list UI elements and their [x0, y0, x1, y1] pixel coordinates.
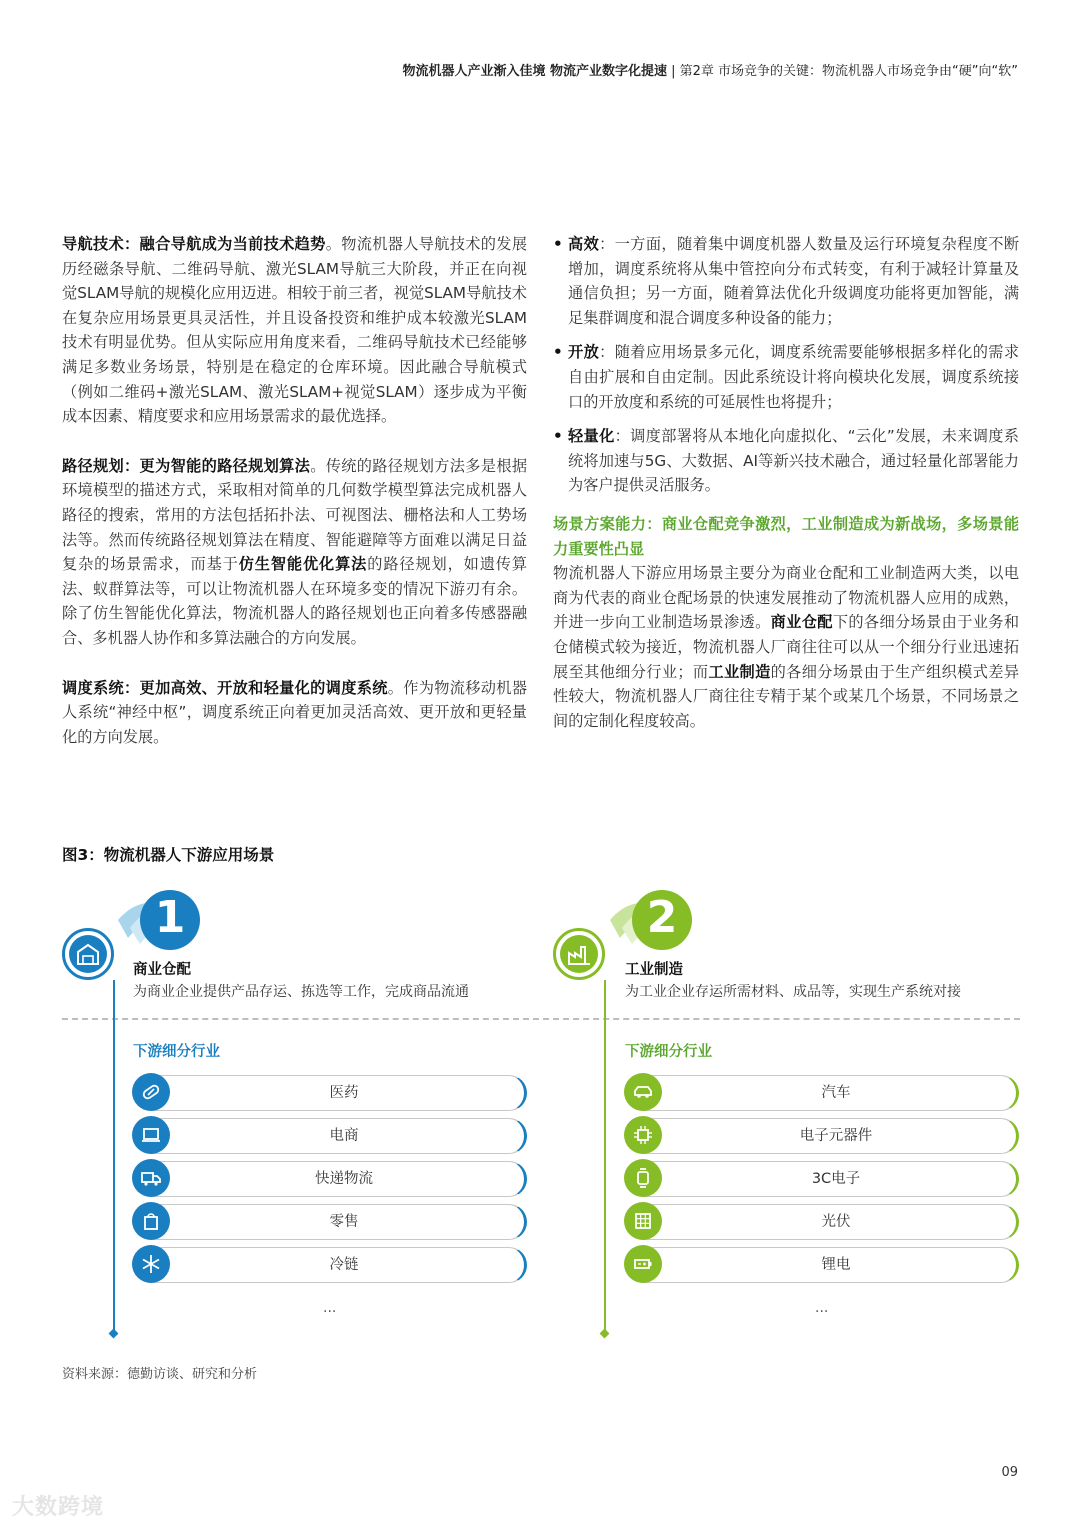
bullet-body: ：随着应用场景多元化，调度系统需要能够根据多样化的需求自由扩展和自由定制。因此系统设计将向模块化发展，调度系统接口的开放度和系统的可延展性也将提升；: [568, 343, 1020, 411]
header-chapter: 第2章 市场竞争的关键：物流机器人市场竞争由“硬”向“软”: [679, 64, 1018, 79]
solar-panel-icon: [624, 1202, 662, 1240]
shopping-bag-icon: [132, 1202, 170, 1240]
scene-body-1: 物流机器人下游应用场景主要分为商业仓配和工业制造两大类，以电商为代表的商业仓配场景的快速发展推动了物流机器人应用的成熟，并进一步向工业制造场景渗透。: [553, 564, 1019, 632]
scene-bold-2: 工业制造: [708, 662, 771, 681]
bullet-open: [553, 340, 1019, 414]
scene-body-3: 的各细分场景由于生产组织模式差异性较大，物流机器人厂商往往专精于某个或某几个场景，不同场景之间的定制化程度较高。: [553, 662, 1020, 730]
industry-item-pharma: [133, 1075, 527, 1111]
warehouse-icon: [62, 928, 114, 980]
industry-item-pv: [625, 1204, 1019, 1240]
bullet-dot: •: [553, 427, 563, 446]
figure-title: 图3：物流机器人下游应用场景: [62, 846, 275, 864]
bullet-heading: 高效: [568, 235, 600, 253]
path-body-1: 。传统的路径规划方法多是根据环境模型的描述方式，采取相对简单的几何数学模型算法完成机器人路径的搜索，常用的方法包括拓扑法、可视图法、栅格法和人工势场法等。然而传统路径规划算法在精度、智能避障等方面难以满足日益复杂的场景需求，而基于: [62, 456, 528, 574]
bullet-dot: •: [553, 235, 563, 253]
source-note: 资料来源：德勤访谈、研究和分析: [62, 1367, 258, 1382]
figure-divider: [62, 1018, 1020, 1020]
left-connector-line: [113, 980, 115, 1332]
industry-label: 快递物流: [315, 1171, 373, 1187]
scene-bold-1: 商业仓配: [770, 613, 833, 632]
nav-heading: 导航技术：融合导航成为当前技术趋势: [62, 235, 326, 253]
industry-label: 冷链: [329, 1257, 359, 1273]
laptop-icon: [132, 1116, 170, 1154]
bullet-lightweight: [553, 424, 1019, 498]
left-section-desc: 为商业企业提供产品存运、拣选等工作，完成商品流通: [133, 984, 469, 1000]
bullet-body: ：调度部署将从本地化向虚拟化、“云化”发展，未来调度系统将加速与5G、大数据、AI等新兴技术融合，通过轻量化部署能力为客户提供灵活服务。: [568, 427, 1019, 495]
page-number: 09: [1001, 1465, 1018, 1480]
industry-label: 电子元器件: [799, 1128, 873, 1144]
dispatch-paragraph: [62, 676, 527, 750]
header-report-title: 物流机器人产业渐入佳境 物流产业数字化提速: [402, 64, 667, 79]
nav-paragraph: [62, 232, 527, 429]
dispatch-heading: 调度系统：更加高效、开放和轻量化的调度系统: [62, 678, 388, 697]
dispatch-body: 。作为物流移动机器人系统“神经中枢”，调度系统正向着更加灵活高效、更开放和更轻量化的方向发展。: [62, 678, 528, 746]
battery-icon: [624, 1245, 662, 1283]
header-separator: |: [667, 64, 680, 79]
truck-icon: [132, 1159, 170, 1197]
right-connector-end: [600, 1329, 610, 1339]
path-heading: 路径规划：更为智能的路径规划算法: [62, 456, 311, 475]
watermark: 大数跨境: [12, 1495, 105, 1520]
pill-icon: [132, 1073, 170, 1111]
nav-body: 。物流机器人导航技术的发展历经磁条导航、二维码导航、激光SLAM导航三大阶段，并正在向视觉SLAM导航的规模化应用迈进。相较于前三者，视觉SLAM导航技术在复杂应用场景更具灵活性，并且设备投资和维护成本较激光SLAM技术有明显优势。但从实际应用角度来看，二维码导航技术已经能够满足多数业务场景，特别是在稳定的仓库环境。因此融合导航模式（例如二维码+激光SLAM、激光SLAM+视觉SLAM）逐步成为平衡成本因素、精度要求和应用场景需求的最优选择。: [62, 235, 528, 426]
industry-item-cold-chain: [133, 1247, 527, 1283]
right-text-column: [553, 232, 1019, 733]
right-number: 2: [646, 892, 678, 943]
left-more-ellipsis: ...: [323, 1300, 337, 1316]
left-text-column: [62, 232, 527, 749]
factory-icon: [553, 928, 605, 980]
industry-item-ecommerce: [133, 1118, 527, 1154]
right-connector-line: [604, 980, 606, 1332]
right-section-desc: 为工业企业存运所需材料、成品等，实现生产系统对接: [625, 984, 961, 1000]
right-sub-heading: 下游细分行业: [625, 1044, 712, 1060]
running-header: [402, 60, 1018, 79]
smartwatch-icon: [624, 1159, 662, 1197]
industry-label: 汽车: [821, 1085, 851, 1101]
snowflake-icon: [132, 1245, 170, 1283]
bullet-heading: 轻量化: [568, 427, 615, 446]
industry-item-express: [133, 1161, 527, 1197]
bullet-dot: •: [553, 343, 563, 362]
industry-label: 锂电: [821, 1257, 851, 1273]
industry-item-auto: [625, 1075, 1019, 1111]
left-connector-end: [109, 1329, 119, 1339]
scene-paragraph: [553, 561, 1019, 733]
path-body-2: 的路径规划，如遗传算法、蚁群算法等，可以让物流机器人在环境多变的情况下游刃有余。除了仿生智能优化算法，物流机器人的路径规划也正向着多传感器融合、多机器人协作和多算法融合的方向发展。: [62, 555, 528, 647]
scene-body-2: 下的各细分场景由于业务和仓储模式较为接近，物流机器人厂商往往可以从一个细分行业迅速拓展至其他细分行业；而: [553, 613, 1020, 681]
industry-label: 医药: [329, 1085, 359, 1101]
industry-label: 光伏: [821, 1214, 851, 1230]
industry-item-3c: [625, 1161, 1019, 1197]
bullet-efficient: [553, 232, 1019, 330]
path-bold-term: 仿生智能优化算法: [238, 555, 368, 574]
industry-item-retail: [133, 1204, 527, 1240]
car-icon: [624, 1073, 662, 1111]
industry-label: 零售: [329, 1214, 359, 1230]
industry-label: 3C电子: [811, 1171, 861, 1187]
path-paragraph: [62, 454, 527, 651]
scene-heading: 场景方案能力：商业仓配竞争激烈，工业制造成为新战场，多场景能力重要性凸显: [553, 514, 1019, 558]
bullet-body: ：一方面，随着集中调度机器人数量及运行环境复杂程度不断增加，调度系统将从集中管控向分布式转变，有利于减轻计算量及通信负担；另一方面，随着算法优化升级调度功能将更加智能，满足集群调度和混合调度多种设备的能力；: [568, 235, 1020, 327]
right-section-title: 工业制造: [625, 962, 683, 978]
chip-icon: [624, 1116, 662, 1154]
left-section-title: 商业仓配: [133, 962, 191, 978]
industry-item-lithium: [625, 1247, 1019, 1283]
industry-item-electronic-components: [625, 1118, 1019, 1154]
bullet-heading: 开放: [568, 343, 600, 362]
left-number: 1: [154, 892, 186, 943]
right-more-ellipsis: ...: [815, 1300, 829, 1316]
industry-label: 电商: [329, 1128, 359, 1144]
left-sub-heading: 下游细分行业: [133, 1044, 220, 1060]
